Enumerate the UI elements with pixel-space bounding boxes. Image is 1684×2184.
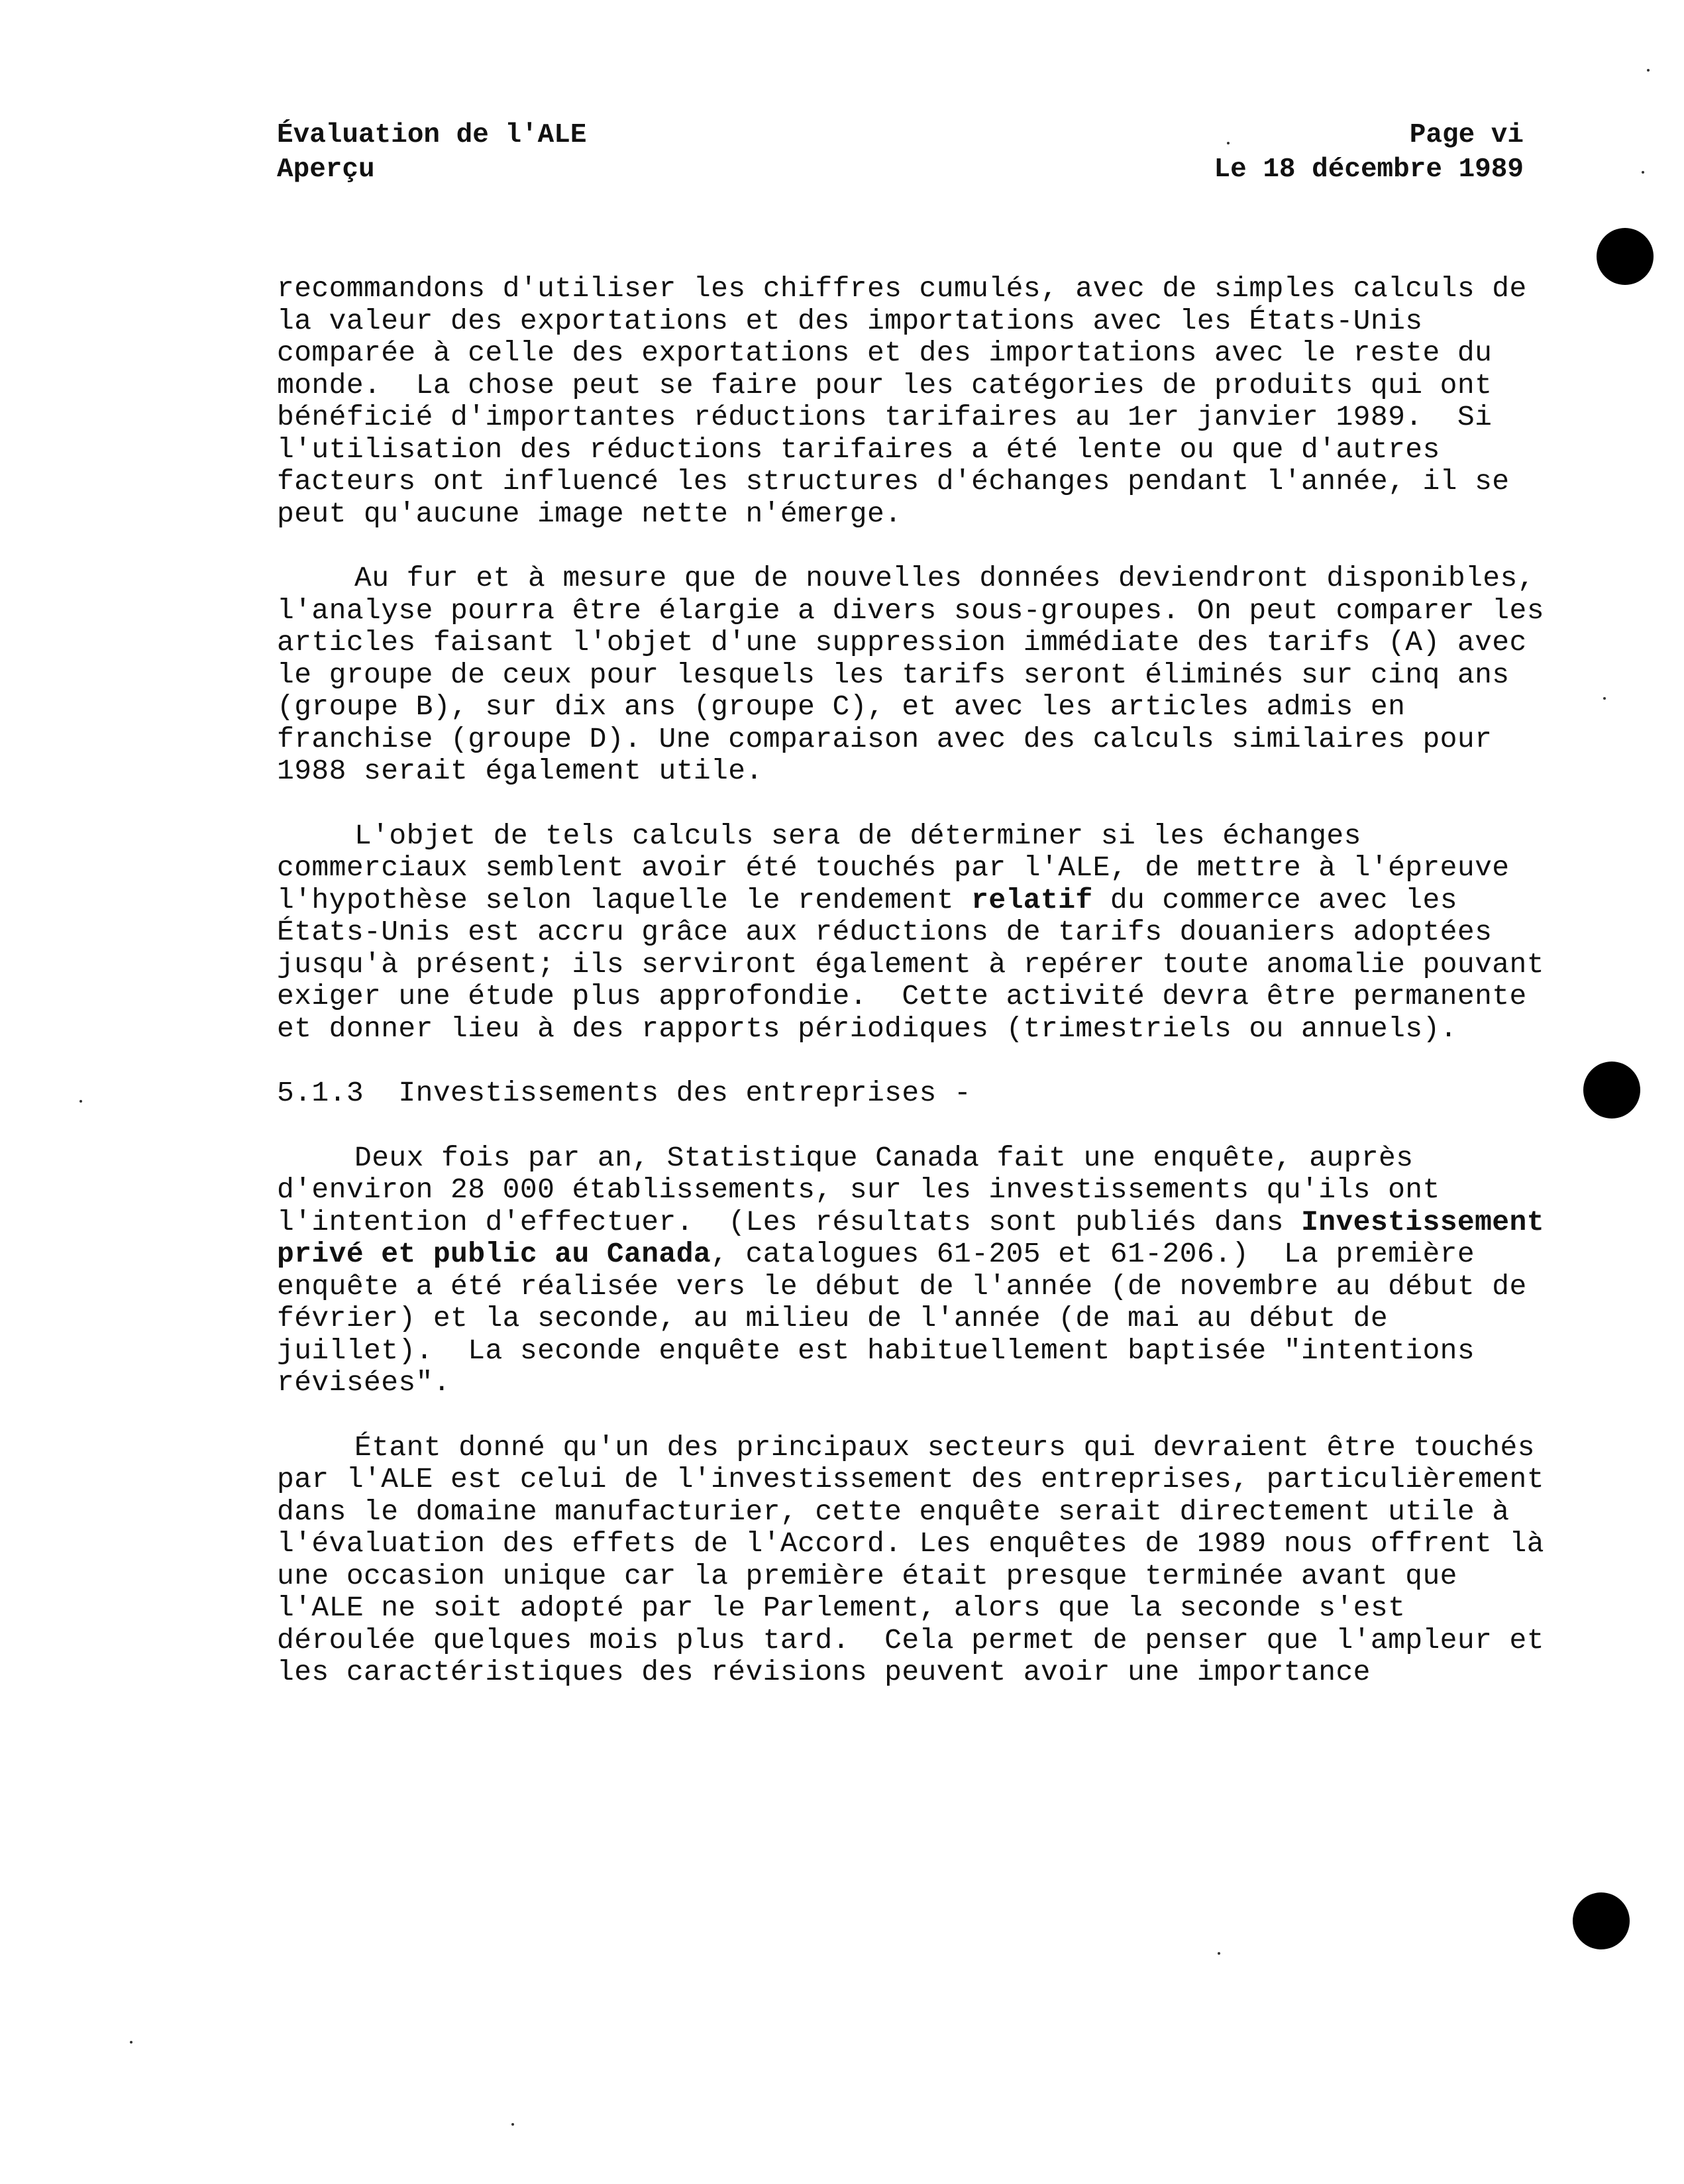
scan-speck (1227, 142, 1230, 144)
paragraph-4-part-b: , catalogues 61-205 et 61-206.) La première enquête a été réalisée vers le début de l'année (de novembre au début de février) et la seconde, au milieu de l'année (de mai au début de juillet). La seconde enquête est habituellement baptisée "intentions révisées". (277, 1238, 1544, 1399)
paragraph-5: Étant donné qu'un des principaux secteurs qui devraient être touchés par l'ALE est celui de l'investissement des entreprises, particulièrement dans le domaine manufacturier, cette enquête serait directement utile à l'évaluation des effets de l'Accord. Les enquêtes de 1989 nous offrent là une occasion unique car la première était presque terminée avant que l'ALE ne soit adopté par le Parlement, alors que la seconde s'est déroulée quelques mois plus tard. Cela permet de penser que l'ampleur et les caractéristiques des révisions peuvent avoir une importance (277, 1431, 1562, 1688)
paragraph-3 (277, 819, 1562, 1046)
page-number: Page vi (1409, 120, 1524, 150)
paragraph-4-part-a: Deux fois par an, Statistique Canada fait une enquête, auprès d'environ 28 000 établissements, sur les investissements qu'ils ont l'intention d'effectuer. (Les résultats sont publiés dans (277, 1141, 1457, 1238)
scan-speck (1603, 697, 1606, 700)
header-left (277, 118, 586, 187)
paragraph-3-part-b: du commerce avec les États-Unis est accru grâce aux réductions de tarifs douaniers adoptées jusqu'à présent; ils serviront également à repérer toute anomalie pouvant exiger une étude plus approfondie. Cette activité devra être permanente et donner lieu à des rapports périodiques (trimestriels ou annuels). (277, 883, 1562, 1045)
scan-speck (79, 1100, 82, 1103)
punch-hole-top (1597, 228, 1654, 285)
punch-hole-bottom (1573, 1892, 1630, 1949)
scan-speck (1218, 1952, 1220, 1955)
scan-speck (1642, 171, 1644, 174)
paragraph-1: recommandons d'utiliser les chiffres cumulés, avec de simples calculs de la valeur des exportations et des importations avec les États-Unis comparée à celle des exportations et des importations avec le reste du monde. La chose peut se faire pour les catégories de produits qui ont bénéficié d'importantes réductions tarifaires au 1er janvier 1989. Si l'utilisation des réductions tarifaires a été lente ou que d'autres facteurs ont influencé les structures d'échanges pendant l'année, il se peut qu'aucune image nette n'émerge. (277, 272, 1544, 530)
paragraph-4 (277, 1141, 1562, 1399)
scan-speck (1647, 69, 1650, 72)
emphasis-relatif: relatif (971, 883, 1093, 916)
body-text (277, 272, 1562, 1721)
section-title: Aperçu (277, 154, 375, 185)
page-date: Le 18 décembre 1989 (1214, 154, 1524, 185)
paragraph-2: Au fur et à mesure que de nouvelles données deviendront disponibles, l'analyse pourra être élargie a divers sous-groupes. On peut comparer les articles faisant l'objet d'une suppression immédiate des tarifs (A) avec le groupe de ceux pour lesquels les tarifs seront éliminés sur cinq ans (groupe B), sur dix ans (groupe C), et avec les articles admis en franchise (groupe D). Une comparaison avec des calculs similaires pour 1988 serait également utile. (277, 562, 1562, 787)
scan-speck (130, 2041, 132, 2044)
subsection-heading: 5.1.3 Investissements des entreprises - (277, 1077, 972, 1109)
report-title: Évaluation de l'ALE (277, 120, 587, 150)
header-right (1214, 118, 1524, 187)
scan-speck (511, 2123, 514, 2126)
publication-title: Investissement privé et public au Canada (277, 1205, 1562, 1270)
paragraph-3-part-a: L'objet de tels calculs sera de déterminer si les échanges commerciaux semblent avoir été touchés par l'ALE, de mettre à l'épreuve l'hypothèse selon laquelle le rendement (277, 819, 1527, 916)
punch-hole-middle (1583, 1062, 1640, 1119)
